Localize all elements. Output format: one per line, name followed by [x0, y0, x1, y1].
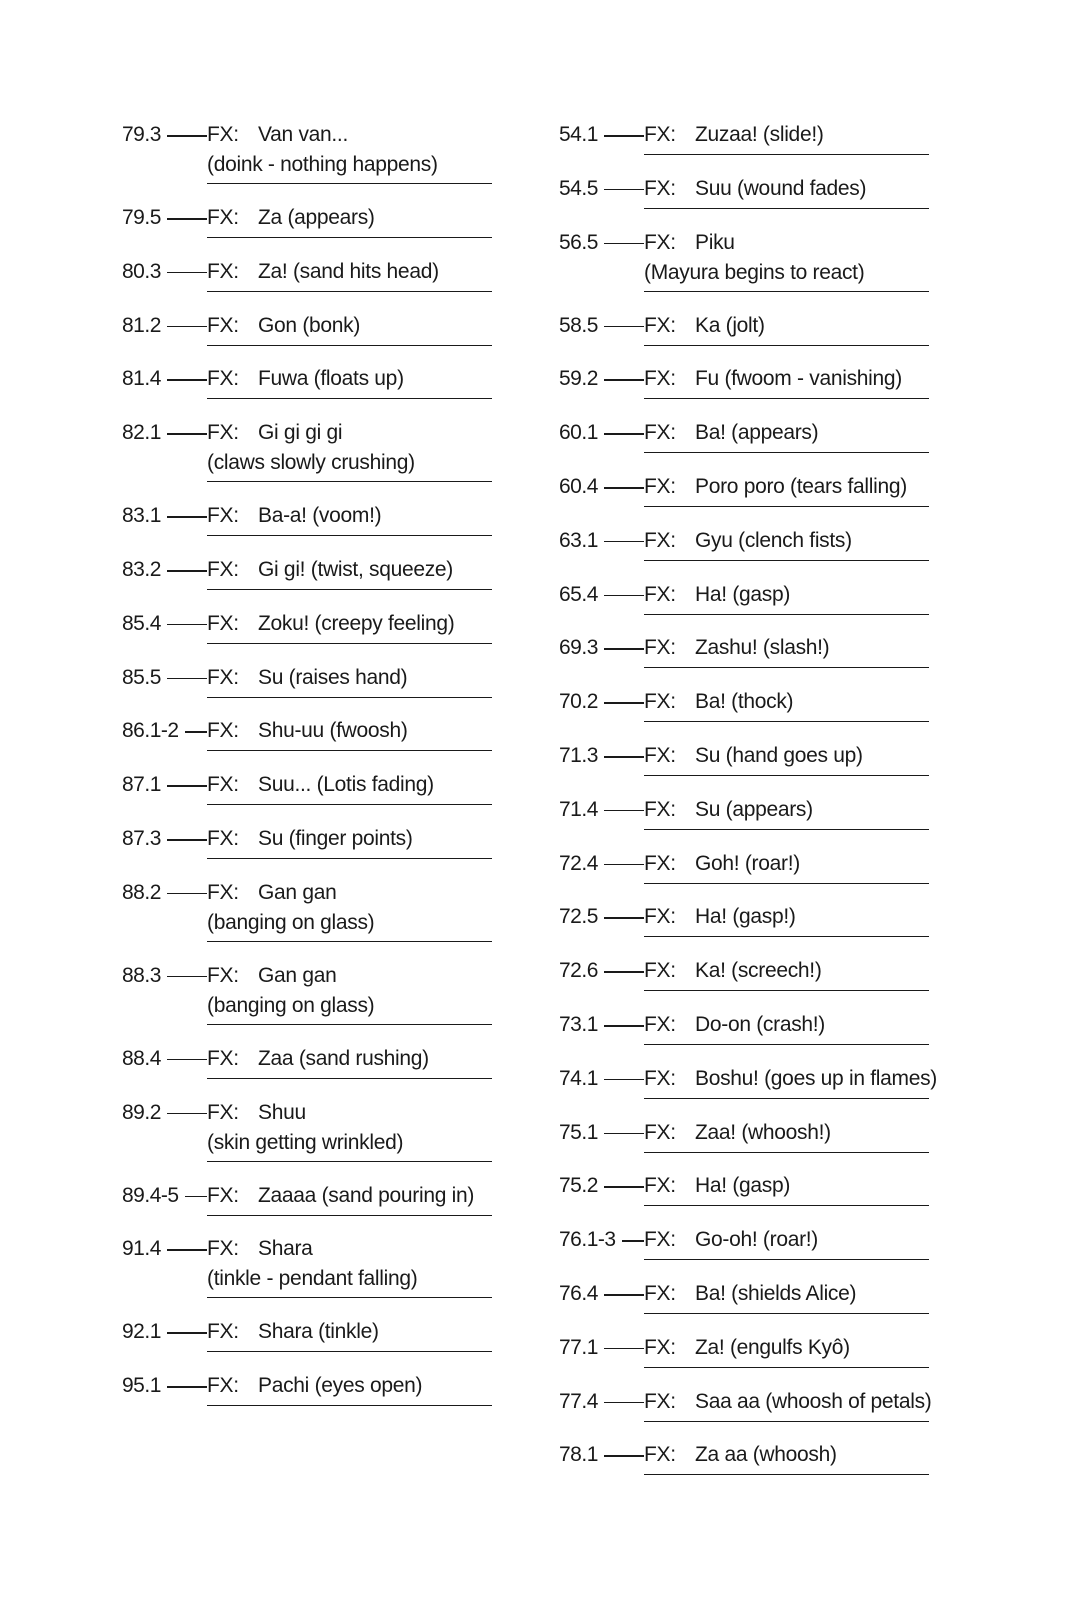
fx-description-block — [207, 418, 492, 482]
fx-sound-text: Van van... — [258, 123, 349, 146]
leader-dash — [167, 433, 207, 435]
fx-label: FX: — [644, 1282, 676, 1305]
fx-sound-text: Ka! (screech!) — [695, 959, 822, 983]
fx-description-block — [644, 902, 929, 937]
fx-page-panel-number: 71.4 — [559, 797, 598, 821]
leader-dash — [604, 917, 644, 919]
leader-dash — [604, 702, 644, 704]
leader-dash — [167, 839, 207, 841]
fx-page-panel-number: 95.1 — [122, 1374, 161, 1398]
leader-dash — [604, 1402, 644, 1404]
fx-description-block — [644, 1118, 929, 1153]
fx-page-panel-number: 85.5 — [122, 665, 161, 689]
fx-sound-text: Su (raises hand) — [258, 665, 408, 689]
leader-dash — [167, 624, 207, 626]
leader-dash — [167, 516, 207, 518]
fx-description-block — [644, 1225, 929, 1260]
leader-dash — [604, 1348, 644, 1350]
fx-label: FX: — [207, 123, 239, 146]
fx-label: FX: — [207, 259, 239, 283]
fx-page-panel-number: 72.6 — [559, 959, 598, 983]
leader-dash — [167, 1059, 207, 1061]
fx-translation-note: (skin getting wrinkled) — [207, 1130, 404, 1154]
fx-label: FX: — [644, 1120, 676, 1144]
fx-description-block — [644, 956, 929, 991]
fx-description-block — [644, 472, 929, 507]
fx-label: FX: — [207, 963, 239, 987]
fx-page-panel-number: 91.4 — [122, 1237, 161, 1261]
fx-sound-text: Poro poro (tears falling) — [695, 475, 907, 498]
leader-dash — [604, 810, 644, 812]
leader-dash — [604, 135, 644, 137]
fx-page-panel-number: 80.3 — [122, 259, 161, 283]
fx-page-panel-number: 74.1 — [559, 1066, 598, 1090]
fx-label: FX: — [207, 1183, 239, 1207]
fx-label: FX: — [644, 1389, 676, 1413]
fx-page-panel-number: 83.1 — [122, 504, 161, 528]
fx-page-panel-number: 76.1-3 — [559, 1228, 616, 1252]
fx-description-block — [644, 795, 929, 830]
fx-description-block — [644, 849, 929, 884]
fx-description-block — [644, 418, 929, 453]
fx-sound-text: Shu-uu (fwoosh) — [258, 719, 408, 743]
leader-dash — [167, 785, 207, 787]
fx-description-block — [207, 257, 492, 292]
fx-label: FX: — [207, 367, 239, 391]
fx-page-panel-number: 71.3 — [559, 744, 598, 767]
fx-description-block — [207, 311, 492, 346]
fx-page-panel-number: 76.4 — [559, 1282, 598, 1305]
fx-description-block — [207, 961, 492, 1025]
fx-description-block — [207, 716, 492, 751]
fx-description-block — [644, 1010, 929, 1045]
fx-sound-text: Saa aa (whoosh of petals) — [695, 1389, 932, 1413]
fx-description-block — [644, 311, 929, 346]
fx-sound-text: Fuwa (floats up) — [258, 367, 404, 391]
fx-page-panel-number: 63.1 — [559, 528, 598, 552]
fx-label: FX: — [644, 636, 676, 660]
fx-label: FX: — [207, 665, 239, 689]
leader-dash — [167, 1332, 207, 1334]
fx-description-block — [207, 1181, 492, 1216]
fx-page-panel-number: 88.4 — [122, 1046, 161, 1070]
fx-label: FX: — [207, 1046, 239, 1070]
fx-sound-text: Piku — [695, 230, 735, 254]
leader-dash — [604, 243, 644, 245]
fx-sound-text: Za (appears) — [258, 206, 375, 229]
fx-translation-note: (Mayura begins to react) — [644, 260, 865, 284]
fx-page-panel-number: 72.4 — [559, 851, 598, 875]
fx-label: FX: — [644, 690, 676, 714]
fx-page-panel-number: 70.2 — [559, 690, 598, 714]
fx-page-panel-number: 77.1 — [559, 1335, 598, 1359]
fx-sound-text: Shuu — [258, 1100, 306, 1124]
fx-label: FX: — [644, 1013, 676, 1036]
fx-translation-note: (banging on glass) — [207, 910, 375, 934]
fx-page-panel-number: 79.5 — [122, 206, 161, 229]
fx-label: FX: — [644, 123, 676, 146]
fx-description-block — [644, 741, 929, 776]
leader-dash — [604, 595, 644, 597]
fx-page-panel-number: 78.1 — [559, 1443, 598, 1467]
fx-label: FX: — [644, 176, 676, 200]
fx-sound-text: Za! (sand hits head) — [258, 259, 439, 283]
leader-dash — [604, 487, 644, 489]
fx-label: FX: — [207, 1100, 239, 1124]
fx-sound-text: Ba-a! (voom!) — [258, 504, 382, 528]
fx-sound-text: Go-oh! (roar!) — [695, 1228, 818, 1252]
fx-description-block — [644, 1440, 929, 1475]
leader-dash — [604, 326, 644, 328]
fx-description-block — [644, 1279, 929, 1314]
fx-label: FX: — [644, 475, 676, 498]
fx-page-panel-number: 92.1 — [122, 1320, 161, 1344]
fx-label: FX: — [207, 880, 239, 904]
fx-page-panel-number: 79.3 — [122, 123, 161, 146]
fx-page-panel-number: 89.2 — [122, 1100, 161, 1124]
fx-label: FX: — [207, 773, 239, 797]
fx-page-panel-number: 65.4 — [559, 582, 598, 606]
fx-sound-text: Su (finger points) — [258, 827, 413, 850]
fx-sound-text: Su (appears) — [695, 797, 813, 821]
fx-page-panel-number: 88.2 — [122, 880, 161, 904]
leader-dash — [167, 1249, 207, 1251]
fx-description-block — [644, 364, 929, 399]
fx-label: FX: — [644, 959, 676, 983]
fx-page-panel-number: 54.1 — [559, 123, 598, 146]
fx-label: FX: — [207, 827, 239, 850]
fx-label: FX: — [644, 1066, 676, 1090]
fx-sound-text: Shara — [258, 1237, 313, 1261]
fx-description-block — [644, 120, 929, 155]
fx-page-panel-number: 87.1 — [122, 773, 161, 797]
leader-dash — [167, 893, 207, 895]
fx-label: FX: — [207, 421, 239, 445]
fx-sound-text: Ba! (shields Alice) — [695, 1282, 857, 1305]
fx-label: FX: — [207, 719, 239, 743]
fx-description-block — [644, 1387, 932, 1422]
fx-description-block — [207, 1098, 492, 1162]
fx-description-block — [207, 1234, 492, 1298]
fx-sound-text: Ha! (gasp!) — [695, 905, 796, 929]
fx-page-panel-number: 60.4 — [559, 475, 598, 498]
leader-dash — [167, 135, 207, 137]
fx-label: FX: — [207, 1374, 239, 1398]
fx-description-block — [644, 633, 929, 668]
fx-sound-text: Shara (tinkle) — [258, 1320, 379, 1344]
fx-sound-text: Pachi (eyes open) — [258, 1374, 423, 1398]
fx-sound-text: Gi gi gi gi — [258, 421, 343, 445]
fx-page-panel-number: 87.3 — [122, 827, 161, 850]
fx-label: FX: — [644, 582, 676, 606]
leader-dash — [604, 1186, 644, 1188]
fx-description-block — [644, 174, 929, 209]
fx-sound-text: Zaa! (whoosh!) — [695, 1120, 831, 1144]
fx-sound-text: Gon (bonk) — [258, 313, 361, 337]
fx-description-block — [207, 824, 492, 859]
fx-description-block — [207, 609, 492, 644]
leader-dash — [167, 1113, 207, 1115]
fx-sound-text: Ba! (thock) — [695, 690, 794, 714]
fx-label: FX: — [644, 1174, 676, 1198]
leader-dash — [167, 218, 207, 220]
fx-label: FX: — [644, 1335, 676, 1359]
fx-description-block — [207, 1044, 492, 1079]
fx-label: FX: — [644, 905, 676, 929]
fx-sound-text: Za! (engulfs Kyô) — [695, 1335, 850, 1359]
fx-sound-text: Ha! (gasp) — [695, 1174, 791, 1198]
fx-sound-text: Fu (fwoom - vanishing) — [695, 367, 902, 391]
fx-description-block — [207, 1371, 492, 1406]
fx-description-block — [207, 1317, 492, 1352]
leader-dash — [167, 1386, 207, 1388]
leader-dash — [604, 541, 644, 543]
fx-page-panel-number: 54.5 — [559, 176, 598, 200]
fx-description-block — [207, 663, 492, 698]
fx-sound-text: Za aa (whoosh) — [695, 1443, 837, 1467]
leader-dash — [604, 1079, 644, 1081]
fx-page-panel-number: 77.4 — [559, 1389, 598, 1413]
leader-dash — [185, 731, 207, 733]
fx-page-panel-number: 88.3 — [122, 963, 161, 987]
fx-sound-text: Zashu! (slash!) — [695, 636, 830, 660]
fx-sound-text: Ka (jolt) — [695, 313, 765, 337]
fx-sound-text: Zuzaa! (slide!) — [695, 123, 824, 146]
fx-label: FX: — [207, 1237, 239, 1261]
fx-sound-text: Do-on (crash!) — [695, 1013, 826, 1036]
fx-label: FX: — [644, 367, 676, 391]
fx-page-panel-number: 82.1 — [122, 421, 161, 445]
fx-description-block — [644, 1333, 929, 1368]
fx-sound-text: Gyu (clench fists) — [695, 528, 852, 552]
fx-translation-note: (doink - nothing happens) — [207, 153, 438, 176]
fx-description-block — [207, 364, 492, 399]
fx-description-block — [207, 501, 492, 536]
leader-dash — [167, 326, 207, 328]
fx-label: FX: — [644, 797, 676, 821]
fx-page-panel-number: 69.3 — [559, 636, 598, 660]
leader-dash — [604, 433, 644, 435]
fx-label: FX: — [644, 313, 676, 337]
fx-sound-text: Gan gan — [258, 880, 337, 904]
leader-dash — [185, 1196, 207, 1198]
fx-page-panel-number: 75.2 — [559, 1174, 598, 1198]
leader-dash — [167, 976, 207, 978]
leader-dash — [604, 1025, 644, 1027]
fx-sound-text: Suu (wound fades) — [695, 176, 867, 200]
fx-page-panel-number: 83.2 — [122, 558, 161, 581]
leader-dash — [604, 864, 644, 866]
fx-sound-text: Zoku! (creepy feeling) — [258, 611, 455, 635]
leader-dash — [604, 1294, 644, 1296]
fx-description-block — [644, 228, 929, 292]
leader-dash — [604, 379, 644, 381]
fx-page-panel-number: 75.1 — [559, 1120, 598, 1144]
fx-sound-text: Ba! (appears) — [695, 421, 819, 445]
fx-description-block — [644, 1171, 929, 1206]
leader-dash — [167, 272, 207, 274]
leader-dash — [604, 648, 644, 650]
fx-sound-text: Suu... (Lotis fading) — [258, 773, 434, 797]
fx-page-panel-number: 58.5 — [559, 313, 598, 337]
fx-description-block — [207, 770, 492, 805]
fx-label: FX: — [207, 206, 239, 229]
fx-label: FX: — [644, 1443, 676, 1467]
leader-dash — [604, 1133, 644, 1135]
fx-sound-text: Boshu! (goes up in flames) — [695, 1066, 937, 1090]
fx-label: FX: — [644, 1228, 676, 1252]
fx-label: FX: — [644, 744, 676, 767]
fx-label: FX: — [644, 230, 676, 254]
fx-description-block — [207, 878, 492, 942]
leader-dash — [604, 971, 644, 973]
fx-label: FX: — [644, 851, 676, 875]
fx-sound-text: Gan gan — [258, 963, 337, 987]
fx-label: FX: — [644, 528, 676, 552]
leader-dash — [167, 379, 207, 381]
fx-label: FX: — [207, 1320, 239, 1344]
fx-label: FX: — [207, 504, 239, 528]
leader-dash — [167, 570, 207, 572]
fx-page-panel-number: 85.4 — [122, 611, 161, 635]
fx-label: FX: — [207, 313, 239, 337]
fx-description-block — [207, 555, 492, 590]
fx-description-block — [644, 1064, 937, 1099]
fx-sound-text: Ha! (gasp) — [695, 582, 791, 606]
fx-page-panel-number: 59.2 — [559, 367, 598, 391]
fx-page-panel-number: 56.5 — [559, 230, 598, 254]
fx-description-block — [644, 526, 929, 561]
fx-description-block — [207, 120, 492, 184]
fx-label: FX: — [207, 611, 239, 635]
fx-translation-note: (tinkle - pendant falling) — [207, 1267, 418, 1291]
fx-sound-text: Zaa (sand rushing) — [258, 1046, 429, 1070]
leader-dash — [604, 756, 644, 758]
fx-description-block — [207, 203, 492, 238]
fx-translation-note: (claws slowly crushing) — [207, 451, 415, 475]
fx-translation-note: (banging on glass) — [207, 993, 375, 1017]
leader-dash — [604, 189, 644, 191]
fx-sound-text: Su (hand goes up) — [695, 744, 863, 767]
fx-page-panel-number: 86.1-2 — [122, 719, 179, 743]
fx-description-block — [644, 580, 929, 615]
leader-dash — [167, 678, 207, 680]
fx-page-panel-number: 81.2 — [122, 313, 161, 337]
fx-sound-text: Goh! (roar!) — [695, 851, 800, 875]
leader-dash — [604, 1455, 644, 1457]
fx-sound-text: Zaaaa (sand pouring in) — [258, 1183, 475, 1207]
fx-page-panel-number: 73.1 — [559, 1013, 598, 1036]
fx-label: FX: — [644, 421, 676, 445]
fx-label: FX: — [207, 558, 239, 581]
leader-dash — [622, 1240, 644, 1242]
fx-page-panel-number: 81.4 — [122, 367, 161, 391]
fx-page-panel-number: 72.5 — [559, 905, 598, 929]
fx-sound-text: Gi gi! (twist, squeeze) — [258, 558, 453, 581]
fx-page-panel-number: 60.1 — [559, 421, 598, 445]
fx-description-block — [644, 687, 929, 722]
fx-page-panel-number: 89.4-5 — [122, 1183, 179, 1207]
